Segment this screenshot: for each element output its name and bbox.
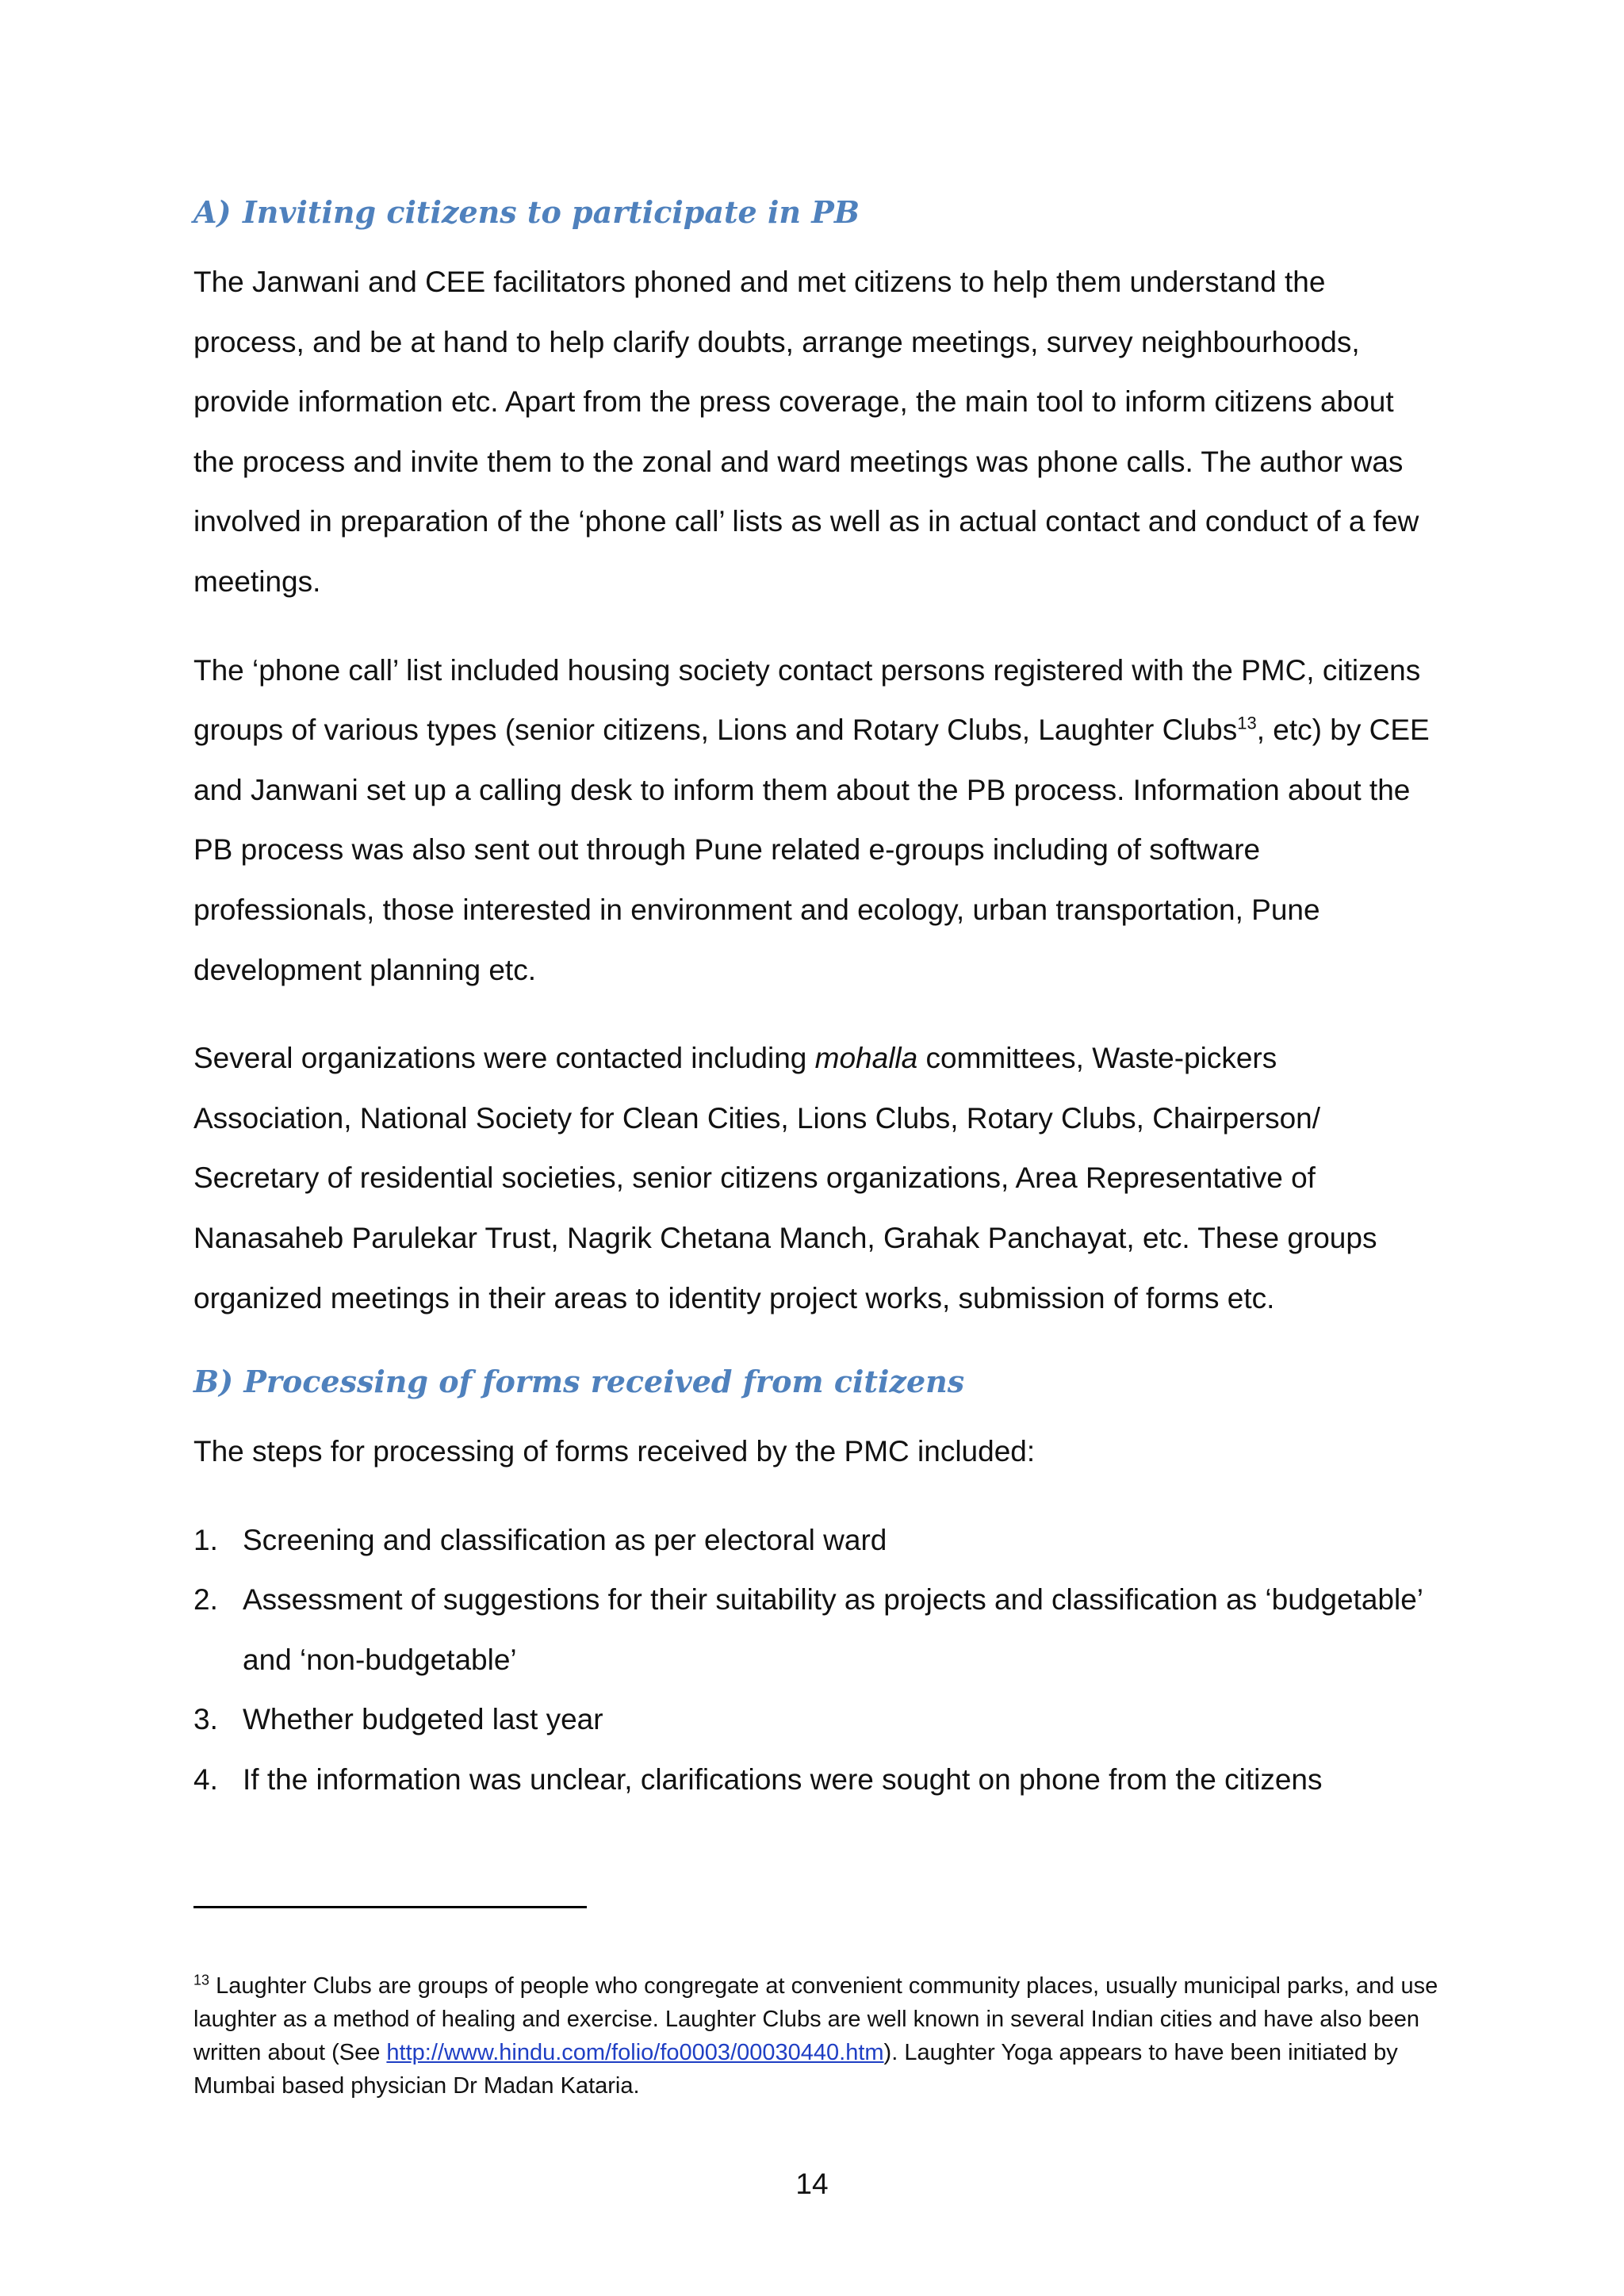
list-item-text: If the information was unclear, clarifications were sought on phone from the citizens xyxy=(243,1763,1323,1797)
page-number: 14 xyxy=(795,2168,829,2200)
list-item xyxy=(193,1750,1438,1810)
list-item-text: Whether budgeted last year xyxy=(243,1703,603,1736)
section-a-paragraph-2 xyxy=(193,641,1438,1001)
list-item xyxy=(193,1510,1438,1571)
section-b-heading: B) Processing of forms received from citizens xyxy=(193,1364,965,1400)
paragraph-3-text-before: Several organizations were contacted including xyxy=(193,1042,815,1075)
footnote-text-after: ). Laughter Yoga appears to have been initiated by Mumbai based physician Dr Madan Kataria. xyxy=(193,2040,1398,2099)
footnote-number: 13 xyxy=(193,1972,210,1988)
footnote xyxy=(193,1969,1438,2103)
footnote-link[interactable]: http://www.hindu.com/folio/fo0003/00030440.htm xyxy=(386,2040,884,2065)
footnote-separator xyxy=(193,1906,587,1908)
processing-steps-list xyxy=(193,1510,1438,1810)
section-b-intro: The steps for processing of forms received by the PMC included: xyxy=(193,1435,1036,1468)
list-item-number: 4. xyxy=(193,1763,218,1797)
list-item-number: 1. xyxy=(193,1523,218,1556)
footnote-text-before: Laughter Clubs are groups of people who congregate at convenient community places, usually municipal parks, and use laughter as a method of healing and exercise. Laughter Clubs are well known in several Indian cities and have also been written about (See xyxy=(193,1973,1438,2065)
list-item-text: Assessment of suggestions for their suitability as projects and classification as ‘budgetable’ and ‘non-budgetable’ xyxy=(243,1583,1423,1676)
main-content xyxy=(193,187,1438,1810)
section-a-heading xyxy=(193,187,1438,238)
footnote-reference: 13 xyxy=(1237,713,1257,733)
list-item-number: 2. xyxy=(193,1583,218,1617)
list-item xyxy=(193,1570,1438,1689)
paragraph-3-text-after: committees, Waste-pickers Association, National Society for Clean Cities, Lions Clubs, Rotary Clubs, Chairperson/ Secretary of residential societies, senior citizens organizations, Area Representative of Nanasaheb Parulekar Trust, Nagrik Chetana Manch, Grahak Panchayat, etc. These groups organized meetings in their areas to identity project works, submission of forms etc. xyxy=(193,1042,1377,1314)
section-a-title: Inviting citizens to participate in PB xyxy=(243,194,860,230)
paragraph-2-text-before: The ‘phone call’ list included housing society contact persons registered with the PMC, citizens groups of various types (senior citizens, Lions and Rotary Clubs, Laughter Clubs xyxy=(193,653,1421,747)
section-a-letter: A) xyxy=(193,194,232,230)
paragraph-2-text-after: , etc) by CEE and Janwani set up a calling desk to inform them about the PB process. Information about the PB process was also sent out through Pune related e-groups including of software professionals, those interested in environment and ecology, urban transportation, Pune development planning etc. xyxy=(193,714,1430,986)
list-item xyxy=(193,1689,1438,1750)
list-item-text: Screening and classification as per electoral ward xyxy=(243,1523,887,1556)
list-item-number: 3. xyxy=(193,1703,218,1736)
mohalla-emphasis: mohalla xyxy=(814,1042,918,1075)
section-a-paragraph-3 xyxy=(193,1028,1438,1328)
section-a-paragraph-1: The Janwani and CEE facilitators phoned and met citizens to help them understand the process, and be at hand to help clarify doubts, arrange meetings, survey neighbourhoods, provide information etc. Apart from the press coverage, the main tool to inform citizens about the process and invite them to the zonal and ward meetings was phone calls. The author was involved in preparation of the ‘phone call’ lists as well as in actual contact and conduct of a few meetings. xyxy=(193,266,1419,598)
